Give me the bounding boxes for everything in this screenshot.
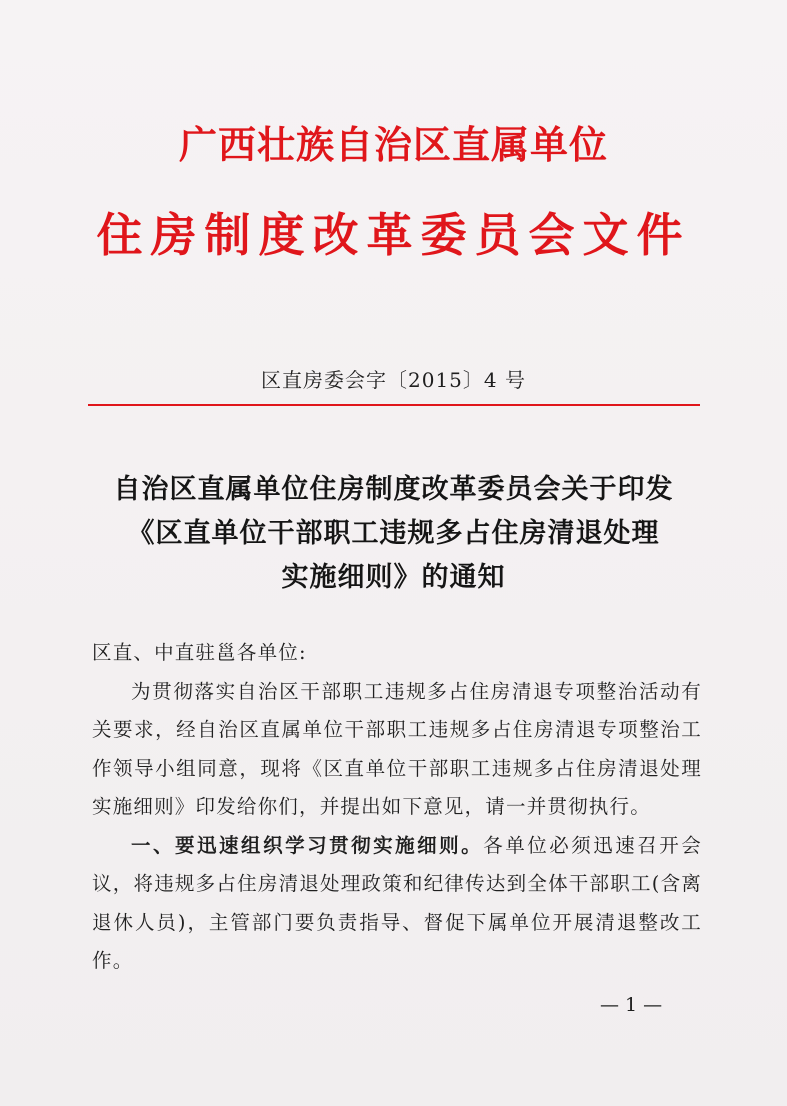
title-line-3: 实施细则》的通知 [281, 562, 506, 593]
paragraph-point-1 [92, 827, 702, 981]
document-number: 区直房委会字〔2015〕4 号 [261, 368, 526, 392]
red-divider-line [88, 404, 700, 406]
document-header-file: 住房制度改革委员会文件 [96, 208, 691, 262]
page-number: — 1 — [600, 994, 663, 1016]
salutation: 区直、中直驻邕各单位: [92, 641, 307, 664]
document-header-org: 广西壮族自治区直属单位 [178, 122, 608, 167]
point-1-text: 各单位必须迅速召开会议，将违规多占住房清退处理政策和纪律传达到全体干部职工(含离退休人员)，主管部门要负责指导、督促下属单位开展清退整改工作。 [92, 833, 702, 972]
document-title [60, 468, 727, 600]
document-body [92, 634, 702, 981]
title-line-1: 自治区直属单位住房制度改革委员会关于印发 [113, 474, 674, 505]
title-line-2: 《区直单位干部职工违规多占住房清退处理 [127, 518, 660, 549]
paragraph-intro: 为贯彻落实自治区干部职工违规多占住房清退专项整治活动有关要求，经自治区直属单位干部职工违规多占住房清退专项整治工作领导小组同意，现将《区直单位干部职工违规多占住房清退处理实施细则》印发给你们，并提出如下意见，请一并贯彻执行。 [92, 679, 702, 818]
point-1-heading: 一、要迅速组织学习贯彻实施细则。 [131, 833, 484, 857]
